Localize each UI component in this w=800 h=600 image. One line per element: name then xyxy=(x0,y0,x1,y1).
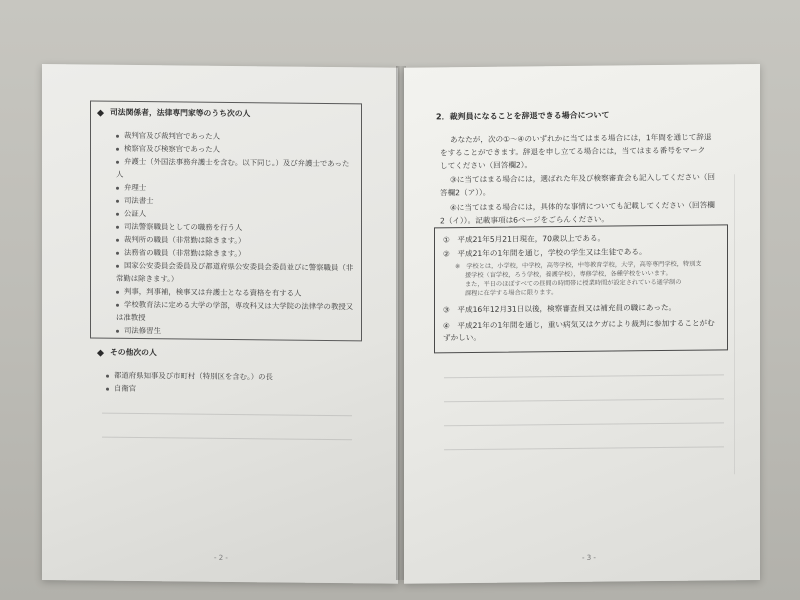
list-item xyxy=(116,194,154,207)
intro-line: あなたが，次の①〜④のいずれかに当てはまる場合には，1年間を通じて辞退 xyxy=(450,132,712,145)
condition-item: ③ 平成16年12月31日以後，検察審査員又は補充員の職にあった。 xyxy=(443,302,677,315)
section2-heading-text: その他次の人 xyxy=(110,347,157,358)
dot-bullet-icon xyxy=(116,238,119,241)
school-note-line: また，平日のほぼすべての昼間の時間帯に授業時間が設定されている通学制の xyxy=(465,278,682,289)
dot-bullet-icon xyxy=(116,199,119,202)
conditions-box xyxy=(434,224,728,353)
list-item xyxy=(116,207,146,220)
section-title: 2．裁判員になることを辞退できる場合について xyxy=(436,110,610,122)
left-page xyxy=(42,64,398,584)
list-item xyxy=(116,298,356,327)
list-item-text: 公証人 xyxy=(124,208,147,219)
dot-bullet-icon xyxy=(116,264,119,267)
intro-line: をすることができます。辞退を申し立てる場合には，当てはまる番号をマーク xyxy=(440,145,706,158)
dot-bullet-icon xyxy=(116,147,119,150)
diamond-bullet-icon xyxy=(97,349,104,356)
bleed-through-line xyxy=(102,437,352,441)
list-item-text: 司法修習生 xyxy=(124,325,161,336)
note3-line: 答欄2（ア））。 xyxy=(440,187,491,198)
dot-bullet-icon xyxy=(106,374,109,377)
school-note-line: 援学校（盲学校，ろう学校，養護学校），専修学校，各種学校をいいます。 xyxy=(465,269,672,280)
bleed-through-line xyxy=(444,446,724,450)
list-item xyxy=(116,246,245,260)
section2-heading xyxy=(98,347,157,359)
list-item-text: 国家公安委員会委員及び都道府県公安委員会委員並びに警察職員（非常勤は除きます。） xyxy=(116,260,354,284)
dot-bullet-icon xyxy=(116,160,119,163)
list-item xyxy=(116,142,220,156)
dot-bullet-icon xyxy=(116,186,119,189)
list-item-text: 司法警察職員としての職務を行う人 xyxy=(124,221,243,233)
bleed-through-line xyxy=(444,374,724,378)
school-note-line: 課程に在学する場合に限ります。 xyxy=(465,289,558,298)
list-item xyxy=(116,324,161,337)
dot-bullet-icon xyxy=(116,329,119,332)
list-item-text: 司法書士 xyxy=(124,195,154,206)
dot-bullet-icon xyxy=(116,134,119,137)
list-item xyxy=(106,382,136,395)
diamond-bullet-icon xyxy=(97,109,104,116)
school-note-line: ※ 学校とは，小学校，中学校，高等学校，中等教育学校，大学，高等専門学校，特別支 xyxy=(455,260,702,271)
list-item xyxy=(116,220,242,234)
dot-bullet-icon xyxy=(106,387,109,390)
list-item-text: 検察官及び検察官であった人 xyxy=(124,143,221,154)
page-number-left: - 2 - xyxy=(214,553,228,562)
note3-line: ③に当てはまる場合には，選ばれた年及び検察審査会も記入してください（回 xyxy=(450,172,715,185)
note4-paragraph xyxy=(440,198,730,227)
condition-item: ④ 平成21年の1年間を通じ，重い病気又はケガにより裁判に参加することがむずかしい。 xyxy=(443,318,715,343)
note4-line: ④に当てはまる場合には，具体的な事情についても記載してください（回答欄 xyxy=(450,200,715,213)
list-item-text: 裁判所の職員（非常勤は除きます。） xyxy=(124,234,246,246)
bleed-through-line xyxy=(102,413,352,417)
list-item-text: 学校教育法に定める大学の学部，専攻科又は大学院の法律学の教授又は准教授 xyxy=(116,299,354,323)
dot-bullet-icon xyxy=(116,225,119,228)
right-page xyxy=(404,64,760,584)
condition-item: ② 平成21年の1年間を通じ，学校の学生又は生徒である。 xyxy=(443,247,647,259)
section1-heading xyxy=(98,107,250,120)
bleed-through-line xyxy=(444,398,724,402)
section1-heading-text: 司法関係者，法律専門家等のうち次の人 xyxy=(110,107,251,119)
list-item-text: 弁理士 xyxy=(124,182,147,193)
list-item-text: 弁護士（外国法事務弁護士を含む。以下同じ。）及び弁護士であった人 xyxy=(116,156,350,179)
booklet xyxy=(42,64,760,584)
intro-line: してください（回答欄2）。 xyxy=(440,160,533,171)
note4-line: 2（イ））。記載事項は6ページをごらんください。 xyxy=(440,214,609,226)
list-item-text: 裁判官及び裁判官であった人 xyxy=(124,130,221,141)
condition-item: ① 平成21年5月21日現在，70歳以上である。 xyxy=(443,233,606,245)
page-number-right: - 3 - xyxy=(582,553,596,562)
list-item-text: 都道府県知事及び市町村（特別区を含む。）の長 xyxy=(114,370,273,382)
school-note xyxy=(455,259,717,298)
list-item xyxy=(116,181,146,194)
list-item xyxy=(116,155,356,184)
list-item xyxy=(116,259,356,288)
dot-bullet-icon xyxy=(116,290,119,293)
list-item-text: 判事，判事補，検事又は弁護士となる資格を有する人 xyxy=(124,286,302,298)
bleed-through-line xyxy=(444,422,724,426)
intro-paragraph xyxy=(440,130,730,172)
dot-bullet-icon xyxy=(116,303,119,306)
list-item-text: 法務省の職員（非常勤は除きます。） xyxy=(124,247,246,259)
list-item-text: 自衛官 xyxy=(114,383,137,393)
list-item xyxy=(116,129,220,143)
bleed-through-table xyxy=(734,174,757,474)
note3-paragraph xyxy=(440,170,730,199)
dot-bullet-icon xyxy=(116,251,119,254)
list-item xyxy=(116,233,245,247)
dot-bullet-icon xyxy=(116,212,119,215)
